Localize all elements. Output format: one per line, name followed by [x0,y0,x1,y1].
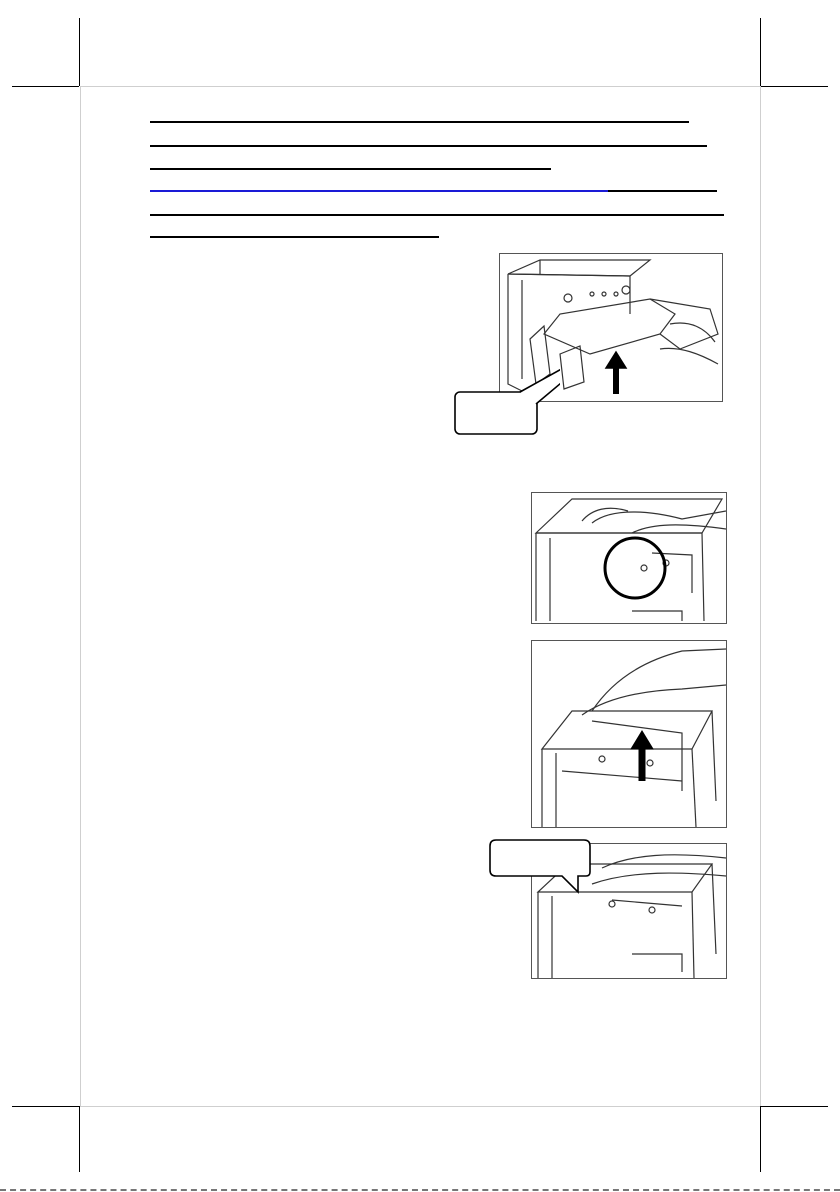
trim-guide-right [760,86,761,1106]
figure-cover-lift [531,640,727,828]
crop-mark-top-left-vertical [79,18,80,86]
printer-cover-open-illustration-icon [532,641,726,827]
trim-guide-left [80,86,81,1106]
crop-mark-top-right-horizontal [761,86,828,87]
crop-mark-bottom-left-vertical [79,1106,80,1172]
crop-mark-bottom-right-horizontal [761,1106,828,1107]
text-line-2 [150,145,707,147]
text-line-3 [150,168,551,170]
text-line-6 [150,236,439,238]
crop-mark-bottom-right-vertical [760,1106,761,1172]
printer-cover-lever-illustration-icon [532,493,726,623]
callout-paper-feed-text [440,376,560,456]
callout-cover-close [486,838,596,896]
callout-paper-feed [440,360,560,440]
text-line-4-rest [608,190,717,192]
crop-mark-bottom-left-horizontal [12,1106,79,1107]
crop-mark-top-left-horizontal [12,86,79,87]
figure-lever-press [531,492,727,624]
bottom-dashed-edge [0,1189,840,1191]
text-line-5 [150,214,724,216]
crop-mark-top-right-vertical [760,18,761,86]
callout-cover-close-text [486,838,596,878]
trim-guide-top [80,86,760,87]
trim-guide-bottom [80,1106,760,1107]
text-line-4-link[interactable] [150,190,608,192]
text-line-1 [150,121,689,123]
